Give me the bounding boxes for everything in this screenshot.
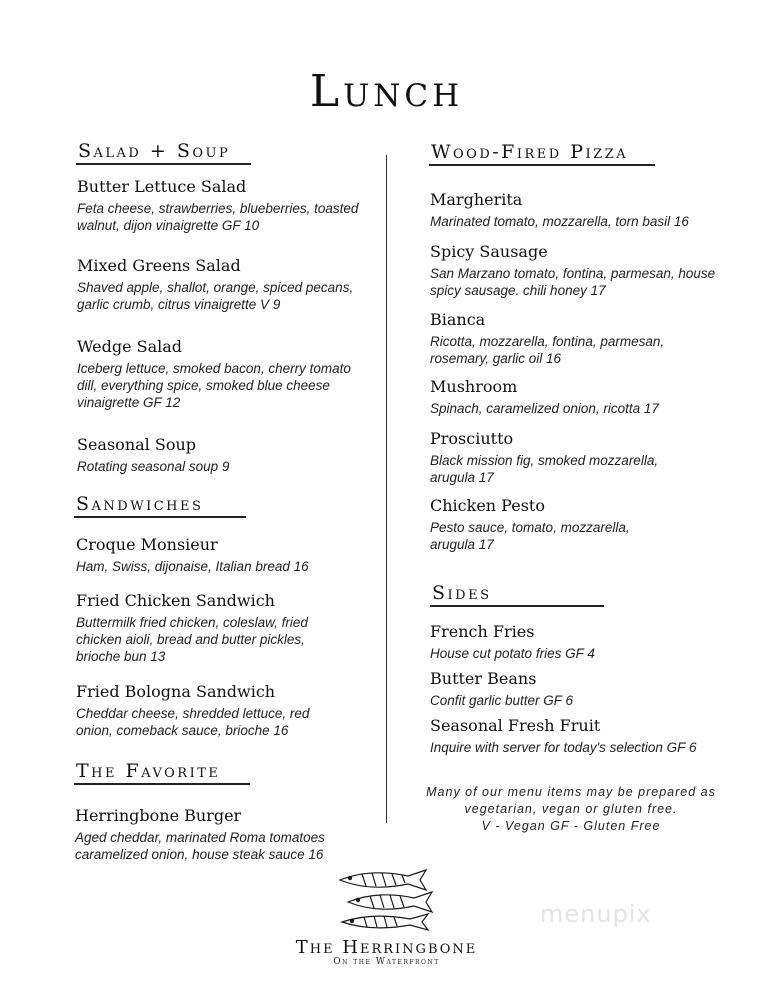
menu-item (430, 716, 696, 756)
menu-item (77, 337, 351, 411)
menu-item (77, 435, 229, 475)
three-fish-icon (330, 862, 440, 934)
item-desc: walnut, dijon vinaigrette GF 10 (77, 218, 260, 233)
item-desc: Buttermilk fried chicken, coleslaw, fried (76, 615, 308, 630)
dietary-note (410, 784, 732, 835)
item-desc: vinaigrette GF 12 (77, 395, 181, 410)
item-name: Wedge Salad (77, 337, 183, 356)
item-desc: chicken aioli, bread and butter pickles, (76, 632, 305, 647)
menu-item (430, 429, 658, 486)
brand-name: The Herringbone (295, 937, 478, 958)
item-desc: Spinach, caramelized onion, ricotta 17 (430, 401, 659, 416)
item-desc: spicy sausage. chili honey 17 (430, 283, 606, 298)
watermark: menupix (540, 900, 652, 928)
menu-item (430, 190, 689, 230)
item-desc: Ricotta, mozzarella, fontina, parmesan, (430, 334, 665, 349)
item-desc: San Marzano tomato, fontina, parmesan, house (430, 266, 716, 281)
item-name: Fried Chicken Sandwich (76, 591, 275, 610)
menu-item (77, 177, 358, 234)
menu-item (430, 310, 664, 367)
item-desc: arugula 17 (430, 470, 494, 485)
item-desc: brioche bun 13 (76, 649, 166, 664)
item-desc: Marinated tomato, mozzarella, torn basil 16 (430, 214, 689, 229)
item-desc: Feta cheese, strawberries, blueberries, toasted (77, 201, 359, 216)
item-desc: garlic crumb, citrus vinaigrette V 9 (77, 297, 281, 312)
item-desc: Rotating seasonal soup 9 (77, 459, 230, 474)
item-desc: Shaved apple, shallot, orange, spiced pecans, (77, 280, 354, 295)
note-line: vegetarian, vegan or gluten free. (464, 802, 678, 816)
item-name: Butter Lettuce Salad (77, 177, 247, 196)
item-name: French Fries (430, 622, 535, 641)
section-rule (430, 605, 604, 607)
section-heading-favorite: The Favorite (76, 760, 221, 782)
item-desc: Black mission fig, smoked mozzarella, (430, 453, 659, 468)
menu-item (430, 496, 630, 553)
item-name: Seasonal Soup (77, 435, 196, 454)
section-rule (74, 516, 246, 518)
note-line: Many of our menu items may be prepared as (426, 785, 716, 799)
section-heading-sides: Sides (432, 582, 492, 604)
item-name: Mushroom (430, 377, 518, 396)
menu-item (76, 682, 309, 739)
item-desc: Confit garlic butter GF 6 (430, 693, 574, 708)
item-name: Seasonal Fresh Fruit (430, 716, 601, 735)
menu-item (430, 377, 659, 417)
note-line: V - Vegan GF - Gluten Free (481, 819, 661, 833)
menu-item (430, 622, 595, 662)
item-name: Croque Monsieur (76, 535, 218, 554)
item-name: Fried Bologna Sandwich (76, 682, 276, 701)
item-desc: dill, everything spice, smoked blue cheese (77, 378, 330, 393)
menu-item (77, 256, 353, 313)
menu-item (76, 591, 308, 665)
item-desc: arugula 17 (430, 537, 494, 552)
menu-item (75, 806, 325, 863)
section-rule (74, 783, 250, 785)
item-name: Prosciutto (430, 429, 514, 448)
item-name: Butter Beans (430, 669, 537, 688)
item-name: Chicken Pesto (430, 496, 545, 515)
item-desc: onion, comeback sauce, brioche 16 (76, 723, 289, 738)
item-desc: Aged cheddar, marinated Roma tomatoes (75, 830, 325, 845)
item-desc: Ham, Swiss, dijonaise, Italian bread 16 (76, 559, 309, 574)
section-rule (429, 164, 655, 166)
section-heading-sandwiches: Sandwiches (76, 493, 204, 515)
column-divider (386, 155, 387, 823)
item-desc: caramelized onion, house steak sauce 16 (75, 847, 324, 862)
item-name: Margherita (430, 190, 523, 209)
menu-item (430, 669, 573, 709)
section-heading-salad-soup: Salad + Soup (78, 140, 231, 162)
brand-tagline: On the Waterfront (333, 957, 440, 967)
menu-title: Lunch (309, 66, 464, 117)
section-rule (76, 163, 251, 165)
item-desc: Pesto sauce, tomato, mozzarella, (430, 520, 630, 535)
menu-item (76, 535, 309, 575)
menu-item (430, 242, 715, 299)
item-name: Mixed Greens Salad (77, 256, 241, 275)
item-desc: Iceberg lettuce, smoked bacon, cherry tomato (77, 361, 351, 376)
item-name: Bianca (430, 310, 486, 329)
section-heading-pizza: Wood-Fired Pizza (431, 141, 629, 163)
item-desc: House cut potato fries GF 4 (430, 646, 595, 661)
item-desc: rosemary, garlic oil 16 (430, 351, 562, 366)
item-desc: Cheddar cheese, shredded lettuce, red (76, 706, 310, 721)
item-desc: Inquire with server for today's selection GF 6 (430, 740, 697, 755)
item-name: Herringbone Burger (75, 806, 242, 825)
item-name: Spicy Sausage (430, 242, 548, 261)
